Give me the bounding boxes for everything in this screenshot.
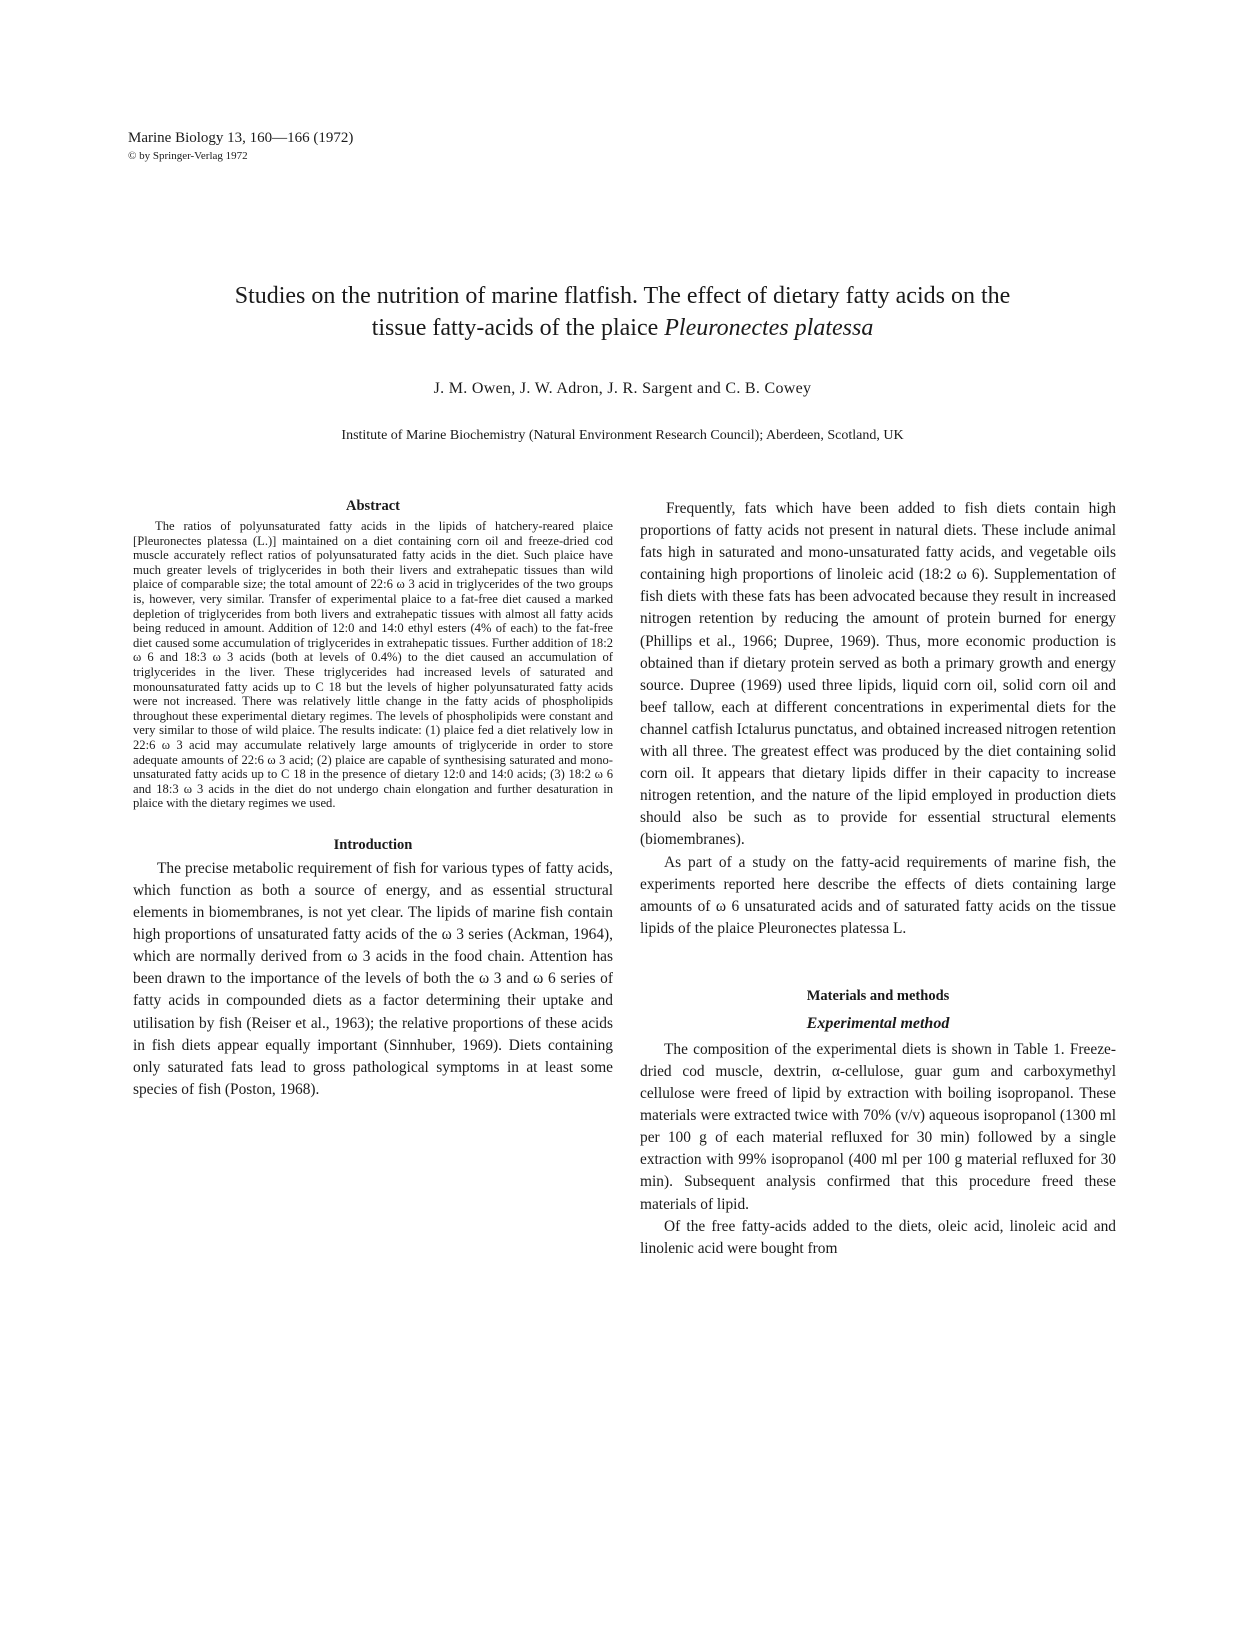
author-list: J. M. Owen, J. W. Adron, J. R. Sargent and C. B. Cowey xyxy=(433,380,812,397)
introduction-text: The precise metabolic requirement of fish for various types of fatty acids, which function as both a source of energy, and as essential structural elements in biomembranes, is not yet clear. The lipids of marine fish contain high proportions of unsaturated fatty acids of the ω 3 series (Ackman, 1964), which are normally derived from ω 3 acids in the food chain. Attention has been drawn to the importance of the levels of both the ω 3 and ω 6 series of fatty acids in compounded diets as a factor determining their uptake and utilisation by fish (Reiser et al., 1963); the relative proportions of these acids in fish diets appear equally important (Sinnhuber, 1969). Diets containing only saturated fats lead to gross pathological symptoms in at least some species of fish (Poston, 1968). xyxy=(133,859,613,1098)
experimental-method-subheading: Experimental method xyxy=(806,1014,950,1032)
title-line-1: Studies on the nutrition of marine flatfish. The effect of dietary fatty acids on the xyxy=(234,283,1011,309)
paragraph-diet-composition: The composition of the experimental diets is shown in Table 1. Freeze-dried cod muscle, dextrin, α-cellulose, guar gum and carboxymethyl cellulose were freed of lipid by extraction with boiling isopropanol. These materials were extracted twice with 70% (v/v) aqueous isopropanol (1300 ml per 100 g of each material refluxed for 30 min) followed by a single extraction with 99% isopropanol (400 ml per 100 g material refluxed for 30 min). Subsequent analysis confirmed that this procedure freed these materials of lipid. xyxy=(640,1040,1116,1213)
paragraph-fats: Frequently, fats which have been added to fish diets contain high proportions of fatty acids not present in natural diets. These include animal fats high in saturated and mono-unsaturated fatty acids, and vegetable oils containing high proportions of linoleic acid (18:2 ω 6). Supplementation of fish diets with these fats has been advocated because they result in increased nitrogen retention by reducing the amount of protein burned for energy (Phillips et al., 1966; Dupree, 1969). Thus, more economic production is obtained than if dietary protein served as both a primary growth and energy source. Dupree (1969) used three lipids, liquid corn oil, solid corn oil and beef tallow, each at different concentrations in experimental diets for the channel catfish Ictalurus punctatus, and obtained increased nitrogen retention with all three. The greatest effect was produced by the diet containing solid corn oil. It appears that dietary lipids differ in their capacity to increase nitrogen retention, and the nature of the lipid employed in production diets should also be such as to provide for essential structural elements (biomembranes). xyxy=(640,500,1116,849)
paper-title xyxy=(150,280,1095,344)
methods-heading: Materials and methods xyxy=(806,987,950,1004)
affiliation: Institute of Marine Biochemistry (Natural Environment Research Council); Aberdeen, Scotland, UK xyxy=(341,428,904,443)
title-line-2: tissue fatty-acids of the plaice xyxy=(371,315,665,341)
abstract-text: The ratios of polyunsaturated fatty acids in the lipids of hatchery-reared plaice [Pleuronectes platessa (L.)] maintained on a diet containing corn oil and freeze-dried cod muscle accurately reflect ratios of polyunsaturated fatty acids in the diet. Such plaice have much greater levels of triglycerides in both their livers and extrahepatic tissues than wild plaice of comparable size; the total amount of 22:6 ω 3 acid in triglycerides of the two groups is, however, very similar. Transfer of experimental plaice to a fat-free diet caused a marked depletion of triglycerides from both livers and extrahepatic tissues with almost all fatty acids being reduced in amount. Addition of 12:0 and 14:0 ethyl esters (4% of each) to the fat-free diet caused some accumulation of triglycerides in extrahepatic tissues. Further addition of 18:2 ω 6 and 18:3 ω 3 acids (both at levels of 0.4%) to the diet caused an accumulation of triglycerides in the liver. These triglycerides had increased levels of saturated and monounsaturated fatty acids up to C 18 but the levels of higher polyunsaturated fatty acids were not increased. There was relatively little change in the fatty acids of phospholipids throughout these experimental dietary regimes. The levels of phospholipids were constant and very similar to those of wild plaice. The results indicate: (1) plaice fed a diet relatively low in 22:6 ω 3 acid may accumulate relatively large amounts of triglyceride in order to store adequate amounts of 22:6 ω 3 acid; (2) plaice are capable of synthesising saturated and mono-unsaturated fatty acids up to C 18 in the presence of dietary 12:0 and 14:0 acids; (3) 18:2 ω 6 and 18:3 ω 3 acids in the diet do not undergo chain elongation and further desaturation in plaice with the dietary regimes we used. xyxy=(133,519,613,811)
journal-copyright: © by Springer-Verlag 1972 xyxy=(128,150,248,162)
abstract-heading: Abstract xyxy=(346,498,400,514)
left-column xyxy=(133,498,613,1101)
journal-header xyxy=(128,128,353,164)
journal-citation: Marine Biology 13, 160—166 (1972) xyxy=(128,130,354,146)
paragraph-study-aim: As part of a study on the fatty-acid requirements of marine fish, the experiments reported here describe the effects of diets containing large amounts of ω 6 unsaturated acids and of saturated fatty acids on the tissue lipids of the plaice Pleuronectes platessa L. xyxy=(640,853,1116,937)
title-block xyxy=(150,280,1095,344)
right-column xyxy=(640,498,1116,1260)
introduction-heading: Introduction xyxy=(333,836,413,853)
paragraph-free-fatty-acids: Of the free fatty-acids added to the diets, oleic acid, linoleic acid and linolenic acid were bought from xyxy=(640,1217,1116,1257)
title-species: Pleuronectes platessa xyxy=(664,315,874,341)
